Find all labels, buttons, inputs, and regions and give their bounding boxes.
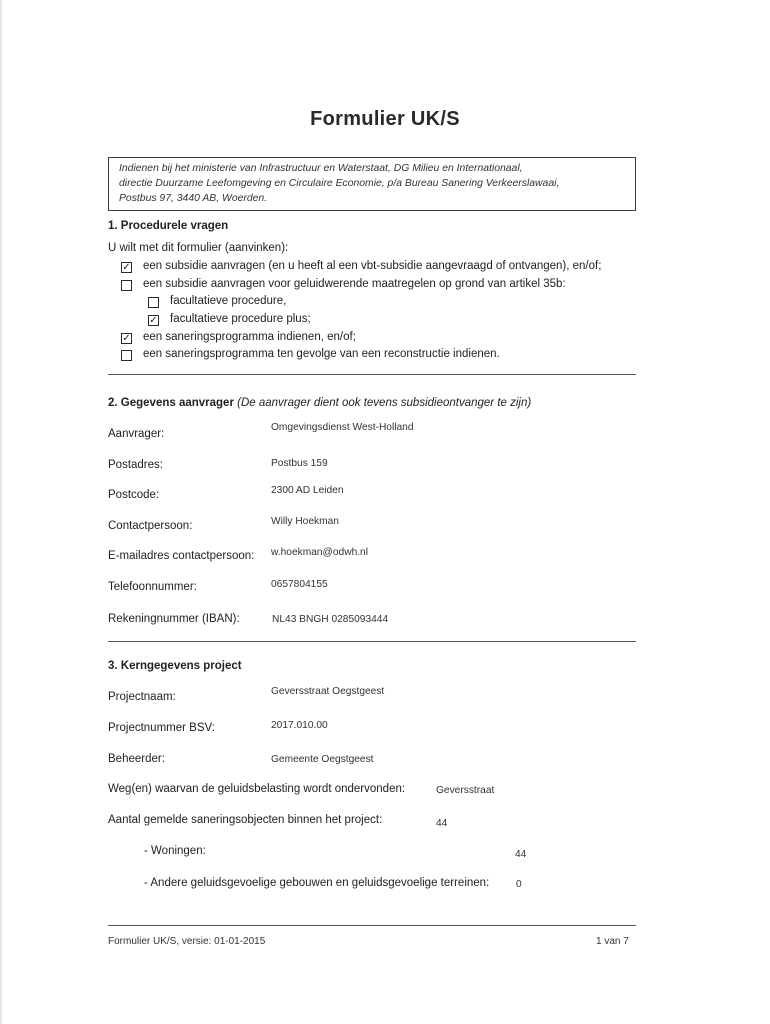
footer-page-number: 1 van 7 bbox=[596, 936, 629, 947]
checkbox-subsidie-vbt[interactable]: ✓ bbox=[122, 262, 131, 273]
checkbox-saneringsprogramma[interactable]: ✓ bbox=[122, 333, 131, 344]
checkbox-facultatieve-procedure[interactable] bbox=[148, 297, 159, 308]
option-saneringsprogramma-label: een saneringsprogramma indienen, en/of; bbox=[143, 331, 356, 343]
checkbox-facultatieve-procedure-plus[interactable]: ✓ bbox=[149, 315, 158, 326]
footer-divider bbox=[108, 925, 636, 926]
field-value-woningen: 44 bbox=[515, 849, 527, 860]
section2-heading bbox=[108, 397, 531, 409]
option-facultatieve-procedure-label: facultatieve procedure, bbox=[170, 295, 287, 307]
section2-heading-title: 2. Gegevens aanvrager bbox=[108, 397, 234, 409]
option-subsidie-vbt-label: een subsidie aanvragen (en u heeft al een vbt-subsidie aangevraagd of ontvangen), en/of; bbox=[143, 260, 602, 272]
field-value-wegen: Geversstraat bbox=[436, 785, 495, 796]
footer-form-version: Formulier UK/S, versie: 01-01-2015 bbox=[108, 936, 266, 947]
field-label-contactpersoon: Contactpersoon: bbox=[108, 520, 193, 532]
field-value-aantal-saneringsobjecten: 44 bbox=[436, 818, 448, 829]
field-value-postcode: 2300 AD Leiden bbox=[271, 485, 344, 496]
field-value-telefoonnummer: 0657804155 bbox=[271, 579, 328, 590]
field-label-wegen: Weg(en) waarvan de geluidsbelasting wordt ondervonden: bbox=[108, 783, 406, 795]
field-label-aanvrager: Aanvrager: bbox=[108, 428, 165, 440]
field-label-telefoonnummer: Telefoonnummer: bbox=[108, 581, 197, 593]
section1-intro: U wilt met dit formulier (aanvinken): bbox=[108, 242, 289, 254]
option-subsidie-35b-label: een subsidie aanvragen voor geluidwerende maatregelen op grond van artikel 35b: bbox=[143, 278, 566, 290]
option-facultatieve-procedure-plus-label: facultatieve procedure plus; bbox=[170, 313, 311, 325]
checkbox-subsidie-35b[interactable] bbox=[121, 280, 132, 291]
field-value-beheerder: Gemeente Oegstgeest bbox=[271, 754, 374, 765]
address-line-3: Postbus 97, 3440 AB, Woerden. bbox=[119, 193, 268, 204]
scan-edge bbox=[0, 0, 2, 1024]
field-value-projectnummer-bsv: 2017.010.00 bbox=[271, 720, 328, 731]
field-value-iban: NL43 BNGH 0285093444 bbox=[272, 614, 389, 625]
field-label-email: E-mailadres contactpersoon: bbox=[108, 550, 255, 562]
field-label-beheerder: Beheerder: bbox=[108, 753, 165, 765]
field-label-postadres: Postadres: bbox=[108, 459, 163, 471]
address-line-1: Indienen bij het ministerie van Infrastructuur en Waterstaat, DG Milieu en Internationaal, bbox=[119, 163, 523, 174]
page-title: Formulier UK/S bbox=[310, 108, 460, 130]
field-value-aanvrager: Omgevingsdienst West-Holland bbox=[271, 422, 414, 433]
field-label-aantal-saneringsobjecten: Aantal gemelde saneringsobjecten binnen het project: bbox=[108, 814, 383, 826]
address-line-2: directie Duurzame Leefomgeving en Circulaire Economie, p/a Bureau Sanering Verkeerslawaai, bbox=[119, 178, 560, 189]
checkbox-saneringsprogramma-reconstructie[interactable] bbox=[121, 350, 132, 361]
section1-heading: 1. Procedurele vragen bbox=[108, 220, 229, 232]
field-value-email: w.hoekman@odwh.nl bbox=[271, 547, 368, 558]
field-label-woningen: - Woningen: bbox=[144, 845, 206, 857]
field-value-contactpersoon: Willy Hoekman bbox=[271, 516, 339, 527]
field-value-postadres: Postbus 159 bbox=[271, 458, 328, 469]
field-label-projectnummer-bsv: Projectnummer BSV: bbox=[108, 722, 215, 734]
field-value-andere-gebouwen: 0 bbox=[516, 879, 522, 890]
field-label-iban: Rekeningnummer (IBAN): bbox=[108, 613, 240, 625]
section3-heading: 3. Kerngegevens project bbox=[108, 660, 242, 672]
field-label-andere-gebouwen: - Andere geluidsgevoelige gebouwen en geluidsgevoelige terreinen: bbox=[144, 877, 490, 889]
section-divider bbox=[108, 641, 636, 642]
option-saneringsprogramma-reconstructie-label: een saneringsprogramma ten gevolge van een reconstructie indienen. bbox=[143, 348, 500, 360]
submission-address-box bbox=[108, 157, 636, 211]
field-label-postcode: Postcode: bbox=[108, 489, 160, 501]
section-divider bbox=[108, 374, 636, 375]
section2-heading-note: (De aanvrager dient ook tevens subsidieontvanger te zijn) bbox=[237, 397, 532, 409]
field-value-projectnaam: Geversstraat Oegstgeest bbox=[271, 686, 385, 697]
field-label-projectnaam: Projectnaam: bbox=[108, 691, 176, 703]
